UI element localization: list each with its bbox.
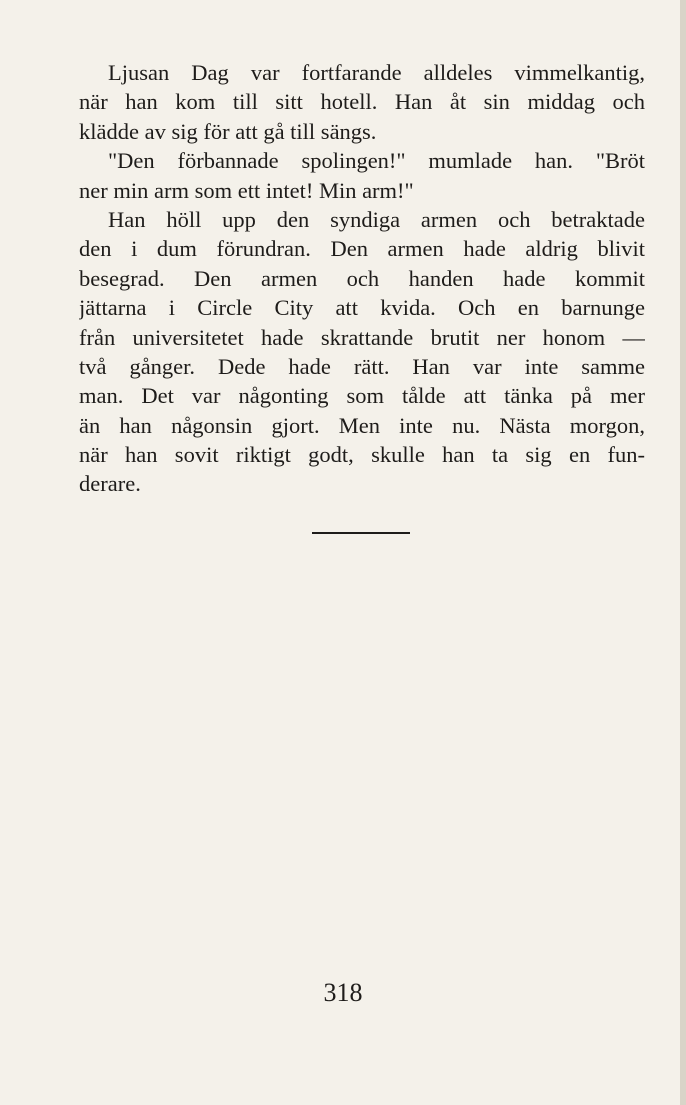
text-line: den i dum förundran. Den armen hade aldrig blivit	[79, 236, 645, 262]
section-divider	[312, 532, 410, 534]
text-line: från universitetet hade skrattande brutit ner honom —	[79, 324, 645, 350]
text-line: man. Det var någonting som tålde att tänka på mer	[79, 383, 645, 409]
text-line: när han sovit riktigt godt, skulle han ta sig en fun-	[79, 442, 645, 468]
page-edge	[680, 0, 686, 1105]
page-number: 318	[323, 978, 363, 1007]
text-line: två gånger. Dede hade rätt. Han var inte samme	[79, 353, 645, 379]
text-line: derare.	[79, 471, 141, 497]
text-line: än han någonsin gjort. Men inte nu. Nästa morgon,	[79, 412, 645, 438]
text-line: klädde av sig för att gå till sängs.	[79, 118, 377, 144]
text-line: Ljusan Dag var fortfarande alldeles vimmelkantig,	[108, 60, 645, 85]
text-line: ner min arm som ett intet! Min arm!"	[79, 177, 414, 203]
body-text	[79, 58, 645, 499]
text-line: Han höll upp den syndiga armen och betraktade	[108, 206, 645, 232]
text-line: jättarna i Circle City att kvida. Och en barnunge	[79, 295, 645, 321]
text-line: besegrad. Den armen och handen hade kommit	[79, 265, 645, 291]
text-line: "Den förbannade spolingen!" mumlade han. "Bröt	[108, 148, 645, 174]
text-line: när han kom till sitt hotell. Han åt sin middag och	[79, 89, 645, 115]
